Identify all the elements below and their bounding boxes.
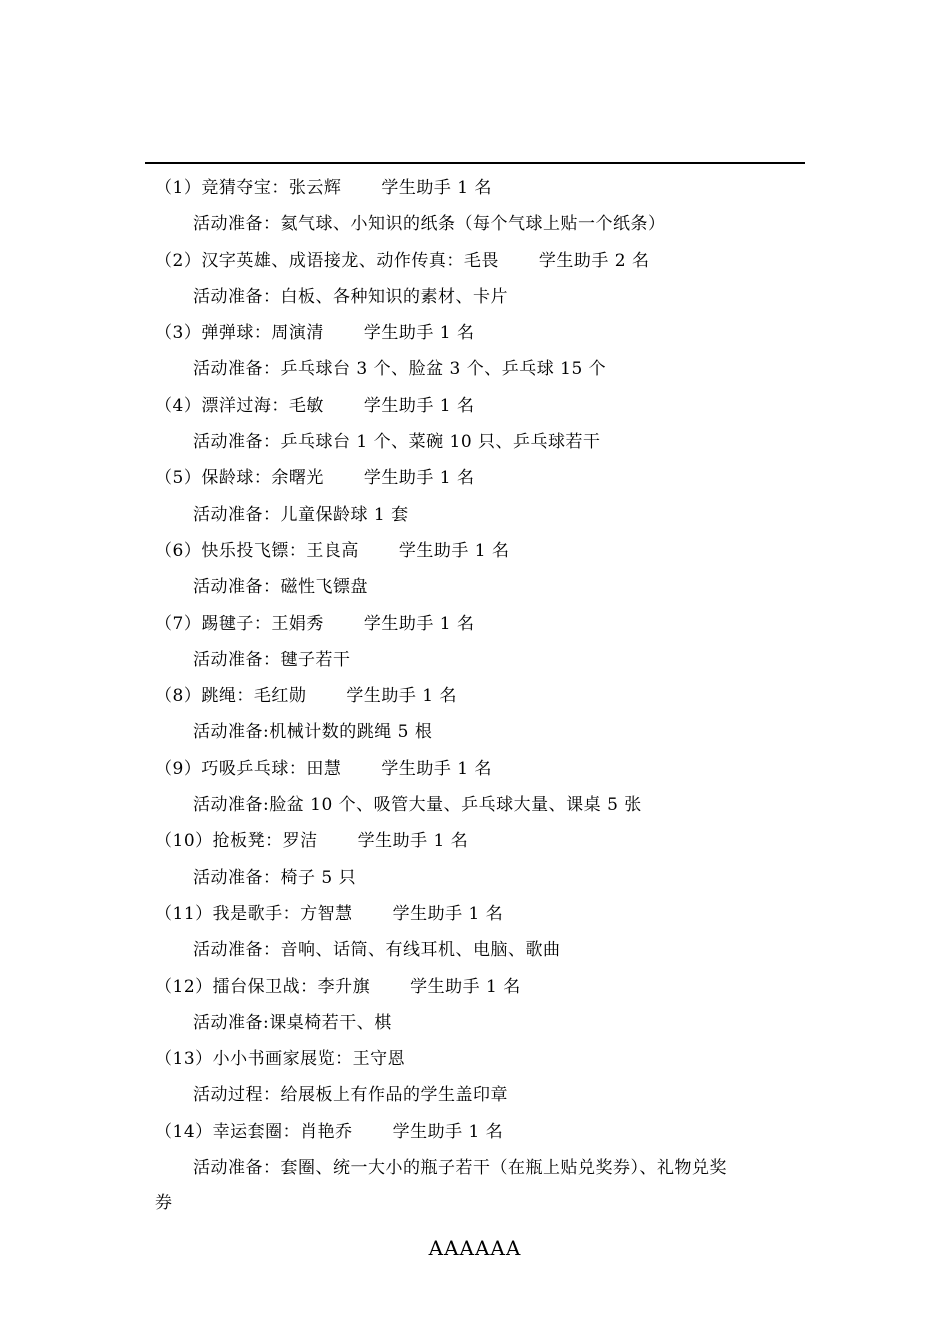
helper-count: 学生助手 1 名 [363,613,475,634]
helper-count: 学生助手 1 名 [363,468,475,489]
activity-title-line [155,460,795,496]
helper-count: 学生助手 1 名 [398,540,510,561]
activity-title-line [155,678,795,714]
helper-count: 学生助手 1 名 [357,831,469,852]
helper-count: 学生助手 1 名 [392,903,504,924]
helper-count: 学生助手 1 名 [410,976,521,997]
activity-preparation: 活动准备：白板、各种知识的素材、卡片 [193,286,508,307]
helper-count: 学生助手 1 名 [363,323,475,344]
activity-title-line [155,823,795,859]
activity-preparation: 活动准备：磁性飞镖盘 [193,577,368,598]
activity-title-line [155,243,795,279]
activity-title: （4）漂洋过海：毛敏 [155,395,324,416]
helper-count: 学生助手 1 名 [346,686,457,707]
activity-title-line [155,1114,795,1150]
activity-title: （12）擂台保卫战：李升旗 [155,976,371,997]
wrapped-text-tail: 券 [155,1193,172,1213]
activity-title: （5）保龄球：余曙光 [155,468,324,489]
activity-title: （8）跳绳：毛红勋 [155,686,307,707]
activity-title: （14）幸运套圈：肖艳乔 [155,1121,353,1142]
helper-count: 学生助手 1 名 [381,758,492,779]
activity-title: （10）抢板凳：罗洁 [155,831,318,852]
activity-title-line [155,315,795,351]
helper-count: 学生助手 1 名 [392,1121,504,1142]
activity-preparation: 活动准备:课桌椅若干、棋 [193,1012,392,1033]
activity-title: （6）快乐投飞镖：王良高 [155,540,359,561]
activity-title: （1）竞猜夺宝：张云辉 [155,178,342,198]
activity-preparation: 活动准备：毽子若干 [193,649,351,670]
helper-count: 学生助手 1 名 [381,178,492,198]
activity-list [155,170,795,1186]
activity-preparation: 活动过程：给展板上有作品的学生盖印章 [193,1085,508,1106]
activity-preparation: 活动准备:机械计数的跳绳 5 根 [193,722,433,743]
page-footer: AAAAAA [428,1236,522,1260]
activity-preparation: 活动准备：乒乓球台 1 个、菜碗 10 只、乒乓球若干 [193,432,601,453]
activity-title: （11）我是歌手：方智慧 [155,903,353,924]
activity-preparation: 活动准备：椅子 5 只 [193,867,357,888]
activity-title: （3）弹弹球：周演清 [155,323,324,344]
activity-title: （9）巧吸乒乓球：田慧 [155,758,342,779]
activity-title-line [155,751,795,787]
activity-preparation: 活动准备:脸盆 10 个、吸管大量、乒乓球大量、课桌 5 张 [193,795,642,816]
activity-preparation: 活动准备：儿童保龄球 1 套 [193,504,409,525]
activity-preparation: 活动准备：套圈、统一大小的瓶子若干（在瓶上贴兑奖券）、礼物兑奖 [193,1158,727,1179]
activity-title-line [155,896,795,932]
activity-title-line [155,1041,795,1077]
header-rule [145,162,805,164]
helper-count: 学生助手 2 名 [538,250,650,271]
activity-preparation: 活动准备：氦气球、小知识的纸条（每个气球上贴一个纸条） [193,214,666,235]
activity-preparation: 活动准备：音响、话筒、有线耳机、电脑、歌曲 [193,940,561,961]
activity-title: （2）汉字英雄、成语接龙、动作传真：毛畏 [155,250,499,271]
activity-title-line [155,606,795,642]
activity-title: （7）踢毽子：王娟秀 [155,613,324,634]
helper-count: 学生助手 1 名 [363,395,475,416]
activity-title: （13）小小书画家展览：王守恩 [155,1049,406,1070]
activity-title-line [155,170,795,206]
activity-preparation: 活动准备：乒乓球台 3 个、脸盆 3 个、乒乓球 15 个 [193,359,607,380]
activity-title-line [155,388,795,424]
activity-title-line [155,969,795,1005]
activity-title-line [155,533,795,569]
